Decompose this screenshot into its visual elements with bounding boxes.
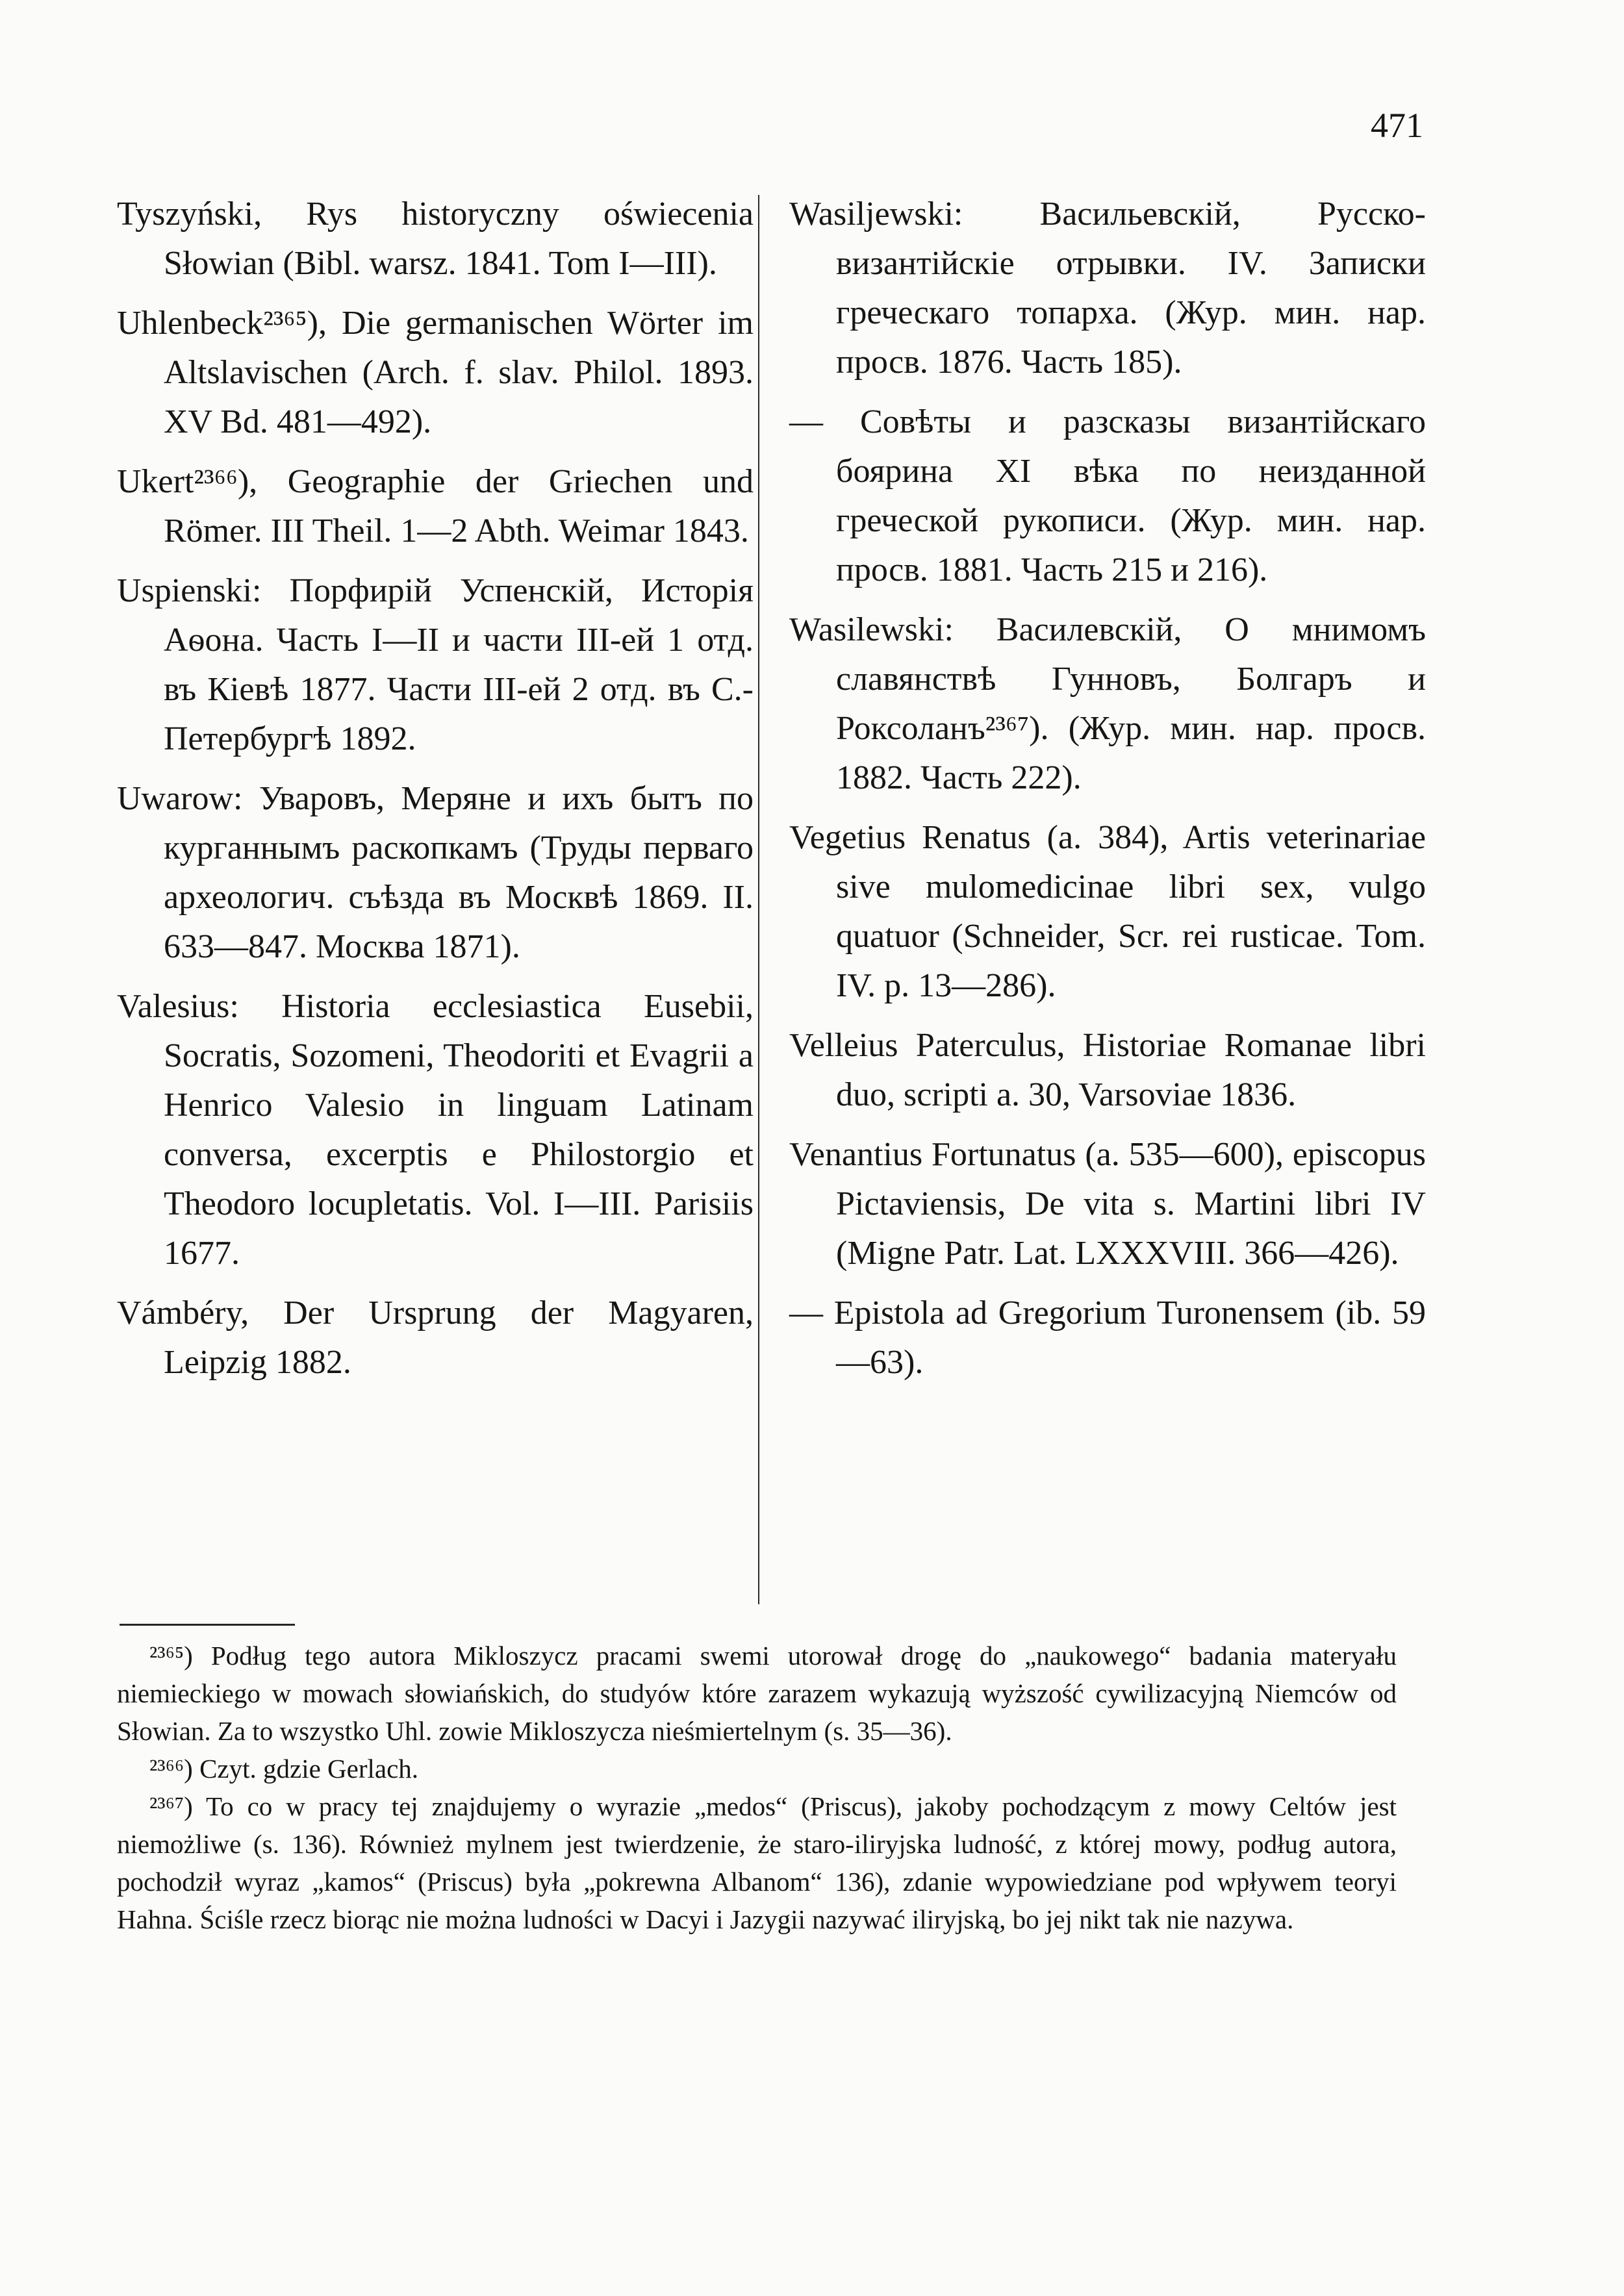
- bibliography-entry: Venantius Fortunatus (a. 535—600), episcopus Pictaviensis, De vita s. Martini libri IV (Migne Patr. Lat. LXXXVIII. 366—426).: [789, 1136, 1426, 1272]
- bibliography-entry: — Epistola ad Gregorium Turonensem (ib. 59—63).: [789, 1294, 1426, 1381]
- bibliography-entry: Uwarow: Уваровъ, Меряне и ихъ бытъ по курганнымъ раскопкамъ (Труды перваго археологич. съѣзда въ Москвѣ 1869. II. 633—847. Москва 1871).: [117, 780, 754, 965]
- bibliography-entry: Vámbéry, Der Ursprung der Magyaren, Leipzig 1882.: [117, 1294, 754, 1381]
- page-number: 471: [1371, 106, 1423, 145]
- column-divider: [758, 195, 759, 1604]
- bibliography-entry: Valesius: Historia ecclesiastica Eusebii, Socratis, Sozomeni, Theodoriti et Evagrii a Henrico Valesio in linguam Latinam conversa, excerptis e Philostorgio et Theodoro locupletatis. Vol. I—III. Parisiis 1677.: [117, 988, 754, 1272]
- footnote: ²³⁶⁶) Czyt. gdzie Gerlach.: [149, 1754, 419, 1784]
- bibliography-left-column: [117, 190, 754, 1398]
- footnote: ²³⁶⁵) Podług tego autora Mikloszycz pracami swemi utorował drogę do „naukowego“ badania materyału niemieckiego w mowach słowiańskich, do studyów które zarazem wykazują wyższość cywilizacyjną Niemców od Słowian. Za to wszystko Uhl. zowie Mikloszycza nieśmiertelnym (s. 35—36).: [117, 1641, 1397, 1746]
- bibliography-entry: Wasilewski: Василевскій, О мнимомъ славянствѣ Гунновъ, Болгаръ и Роксоланъ²³⁶⁷). (Жур. мин. нар. просв. 1882. Часть 222).: [789, 611, 1426, 796]
- bibliography-entry: Uhlenbeck²³⁶⁵), Die germanischen Wörter im Altslavischen (Arch. f. slav. Philol. 1893. XV Bd. 481—492).: [117, 305, 754, 440]
- footnote: ²³⁶⁷) To co w pracy tej znajdujemy o wyrazie „medos“ (Priscus), jakoby pochodzącym z mowy Celtów jest niemożliwe (s. 136). Również mylnem jest twierdzenie, że staro-iliryjska ludność, z której mowy, podług autora, pochodził wyraz „kamos“ (Priscus) była „pokrewna Albanom“ 136), zdanie wypowiedziane pod wpływem teoryi Hahna. Ściśle rzecz biorąc nie można ludności w Dacyi i Jazygii nazywać iliryjską, bo jej nikt tak nie nazywa.: [117, 1791, 1397, 1934]
- bibliography-entry: Ukert²³⁶⁶), Geographie der Griechen und Römer. III Theil. 1—2 Abth. Weimar 1843.: [117, 463, 754, 549]
- footnote-separator: [120, 1624, 295, 1626]
- bibliography-right-column: [789, 190, 1426, 1398]
- footnotes-section: [117, 1637, 1397, 1938]
- bibliography-entry: Wasiljewski: Васильевскій, Русско-византійскіе отрывки. IV. Записки греческаго топарха. (Жур. мин. нар. просв. 1876. Часть 185).: [789, 196, 1426, 381]
- bibliography-entry: — Совѣты и разсказы византійскаго боярина XI вѣка по неизданной греческой рукописи. (Жур. мин. нар. просв. 1881. Часть 215 и 216).: [789, 403, 1426, 588]
- bibliography-entry: Uspienski: Порфирій Успенскій, Исторія Аѳона. Часть I—II и части III-ей 1 отд. въ Кіевѣ 1877. Части III-ей 2 отд. въ С.-Петербургѣ 1892.: [117, 572, 754, 757]
- bibliography-entry: Vegetius Renatus (a. 384), Artis veterinariae sive mulomedicinae libri sex, vulgo quatuor (Schneider, Scr. rei rusticae. Tom. IV. p. 13—286).: [789, 819, 1426, 1004]
- bibliography-entry: Velleius Paterculus, Historiae Romanae libri duo, scripti a. 30, Varsoviae 1836.: [789, 1027, 1426, 1113]
- bibliography-entry: Tyszyński, Rys historyczny oświecenia Słowian (Bibl. warsz. 1841. Tom I—III).: [117, 196, 754, 282]
